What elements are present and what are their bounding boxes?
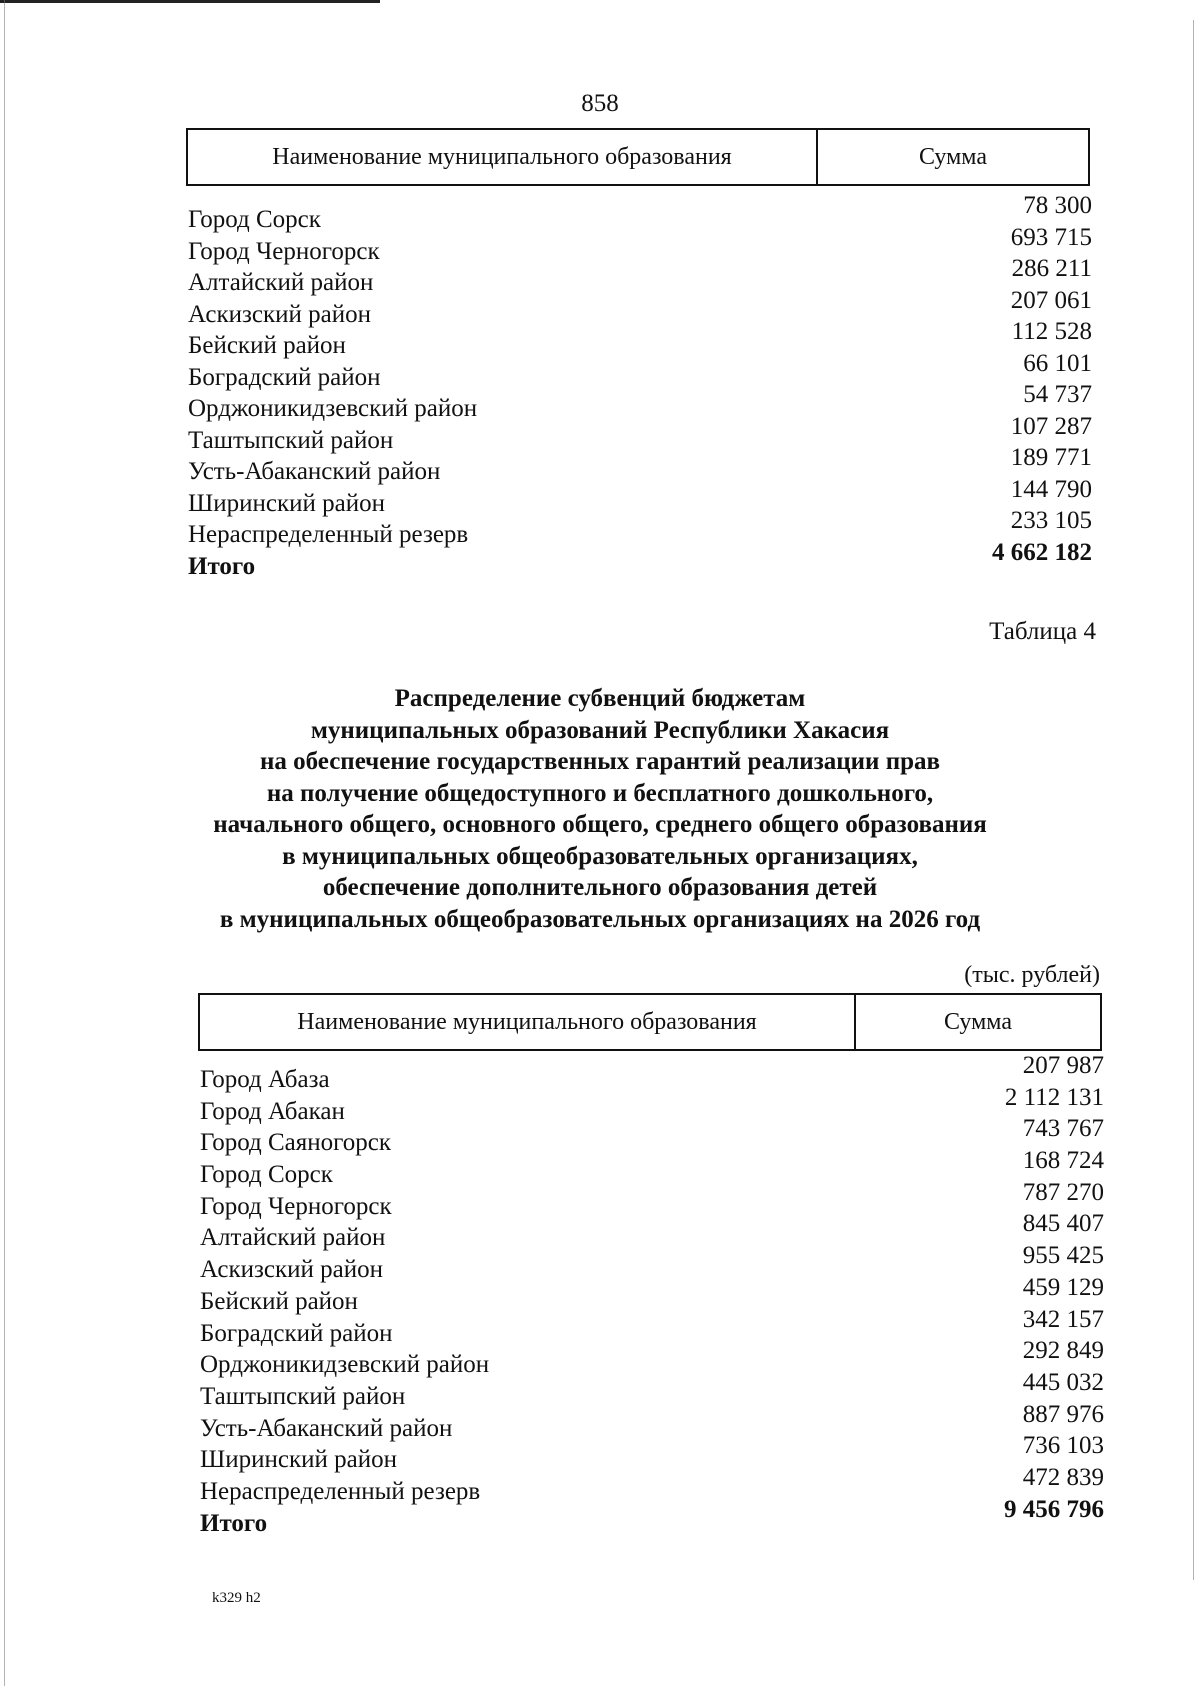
row-value: 445 032 <box>1022 1368 1104 1396</box>
row-name: Усть-Абаканский район <box>200 1414 453 1442</box>
row-value: 78 300 <box>1023 192 1092 219</box>
table-row <box>188 318 1092 359</box>
row-name: Таштыпский район <box>200 1382 406 1410</box>
row-name: Усть-Абаканский район <box>188 458 441 485</box>
table-row <box>200 1337 1104 1379</box>
row-value: 144 790 <box>1010 475 1092 503</box>
row-name: Аскизский район <box>200 1256 384 1284</box>
title-line: Распределение субвенций бюджетам <box>394 685 806 712</box>
row-name: Боградский район <box>188 363 381 391</box>
page-number: 858 <box>581 90 619 117</box>
row-value: 207 987 <box>1022 1052 1104 1079</box>
table-row <box>188 223 1092 265</box>
row-value: 887 976 <box>1022 1400 1104 1428</box>
table-total-row <box>188 538 1092 580</box>
row-value: 112 528 <box>1011 318 1092 345</box>
row-value: 233 105 <box>1010 507 1092 534</box>
table-row <box>200 1052 1104 1093</box>
row-value: 168 724 <box>1022 1147 1104 1175</box>
title-line: на получение общедоступного и бесплатного дошкольного, <box>266 779 934 807</box>
table2-body <box>200 1052 1104 1537</box>
table-row <box>188 412 1092 454</box>
row-name: Город Черногорск <box>188 237 380 265</box>
row-value: 292 849 <box>1022 1337 1104 1365</box>
row-name: Ширинский район <box>188 489 385 517</box>
table2-header-sum: Сумма <box>944 1008 1012 1035</box>
table-row <box>188 286 1092 328</box>
table2-header-name: Наименование муниципального образования <box>200 995 856 1049</box>
row-name: Алтайский район <box>188 269 374 296</box>
scan-edge-left <box>4 0 5 1686</box>
row-value: 189 771 <box>1010 444 1092 471</box>
row-value: 342 157 <box>1022 1305 1104 1333</box>
row-value: 286 211 <box>1011 255 1092 282</box>
table1-header-name: Наименование муниципального образования <box>188 130 818 184</box>
table-row <box>188 255 1092 296</box>
row-value: 107 287 <box>1010 412 1092 440</box>
table-row <box>188 192 1092 233</box>
scan-edge-right <box>1193 20 1194 1580</box>
row-value: 787 270 <box>1022 1178 1104 1206</box>
row-name: Город Сорск <box>200 1161 333 1189</box>
total-label: Итого <box>188 552 256 580</box>
table-row <box>188 507 1092 548</box>
row-name: Бейский район <box>200 1287 358 1315</box>
table-row <box>188 349 1092 391</box>
units-label: (тыс. рублей) <box>964 962 1100 988</box>
table-row <box>200 1463 1104 1505</box>
row-name: Город Абакан <box>200 1097 345 1125</box>
row-value: 207 061 <box>1010 286 1092 314</box>
row-name: Орджоникидзевский район <box>200 1351 490 1379</box>
row-value: 66 101 <box>1023 349 1092 377</box>
table-row <box>200 1432 1104 1474</box>
row-value: 743 767 <box>1022 1115 1104 1143</box>
table-row <box>200 1083 1104 1125</box>
table-total-row <box>200 1495 1104 1537</box>
table-row <box>200 1178 1104 1220</box>
table-row <box>200 1273 1104 1315</box>
table-row <box>188 444 1092 485</box>
table-row <box>200 1147 1104 1189</box>
row-value: 693 715 <box>1010 223 1092 251</box>
title-line: начального общего, основного общего, среднего общего образования <box>213 811 987 838</box>
table2-header <box>198 993 1102 1051</box>
table-row <box>188 381 1092 422</box>
table-row <box>200 1305 1104 1347</box>
row-name: Алтайский район <box>200 1224 386 1252</box>
row-name: Орджоникидзевский район <box>188 395 478 422</box>
footer-code: k329 h2 <box>212 1590 261 1606</box>
scan-edge-top <box>0 0 380 3</box>
row-value: 955 425 <box>1022 1242 1104 1270</box>
table1-body <box>188 192 1092 580</box>
row-name: Ширинский район <box>200 1446 397 1474</box>
table-row <box>200 1368 1104 1410</box>
row-name: Таштыпский район <box>188 426 394 454</box>
table-row <box>188 475 1092 517</box>
title-line: на обеспечение государственных гарантий реализации прав <box>259 748 941 775</box>
row-value: 2 112 131 <box>1004 1083 1104 1111</box>
title-line: обеспечение дополнительного образования детей <box>322 874 878 901</box>
row-name: Город Саяногорск <box>200 1129 392 1157</box>
row-value: 54 737 <box>1023 381 1092 408</box>
row-name: Нераспределенный резерв <box>188 521 469 548</box>
title-line: в муниципальных общеобразовательных организациях, <box>282 842 918 870</box>
table-row <box>200 1242 1104 1284</box>
row-name: Город Абаза <box>200 1066 330 1093</box>
row-name: Боградский район <box>200 1319 393 1347</box>
total-value: 9 456 796 <box>1004 1495 1104 1523</box>
row-name: Город Черногорск <box>200 1192 392 1220</box>
title-line: в муниципальных общеобразовательных организациях на 2026 год <box>219 905 981 933</box>
row-name: Нераспределенный резерв <box>200 1477 481 1505</box>
row-name: Аскизский район <box>188 300 372 328</box>
table1-header-sum: Сумма <box>919 143 987 170</box>
row-value: 459 129 <box>1022 1273 1104 1301</box>
row-name: Бейский район <box>188 332 346 359</box>
row-value: 472 839 <box>1022 1463 1104 1491</box>
table1-header <box>186 128 1090 186</box>
table-row <box>200 1400 1104 1442</box>
title-line: муниципальных образований Республики Хакасия <box>310 716 890 744</box>
total-value: 4 662 182 <box>992 538 1092 566</box>
table-row <box>200 1115 1104 1157</box>
table-title <box>100 683 1100 935</box>
row-name: Город Сорск <box>188 206 321 233</box>
row-value: 736 103 <box>1022 1432 1104 1460</box>
table-label: Таблица 4 <box>989 618 1096 645</box>
total-label: Итого <box>200 1509 268 1537</box>
row-value: 845 407 <box>1022 1210 1104 1238</box>
table-row <box>200 1210 1104 1252</box>
